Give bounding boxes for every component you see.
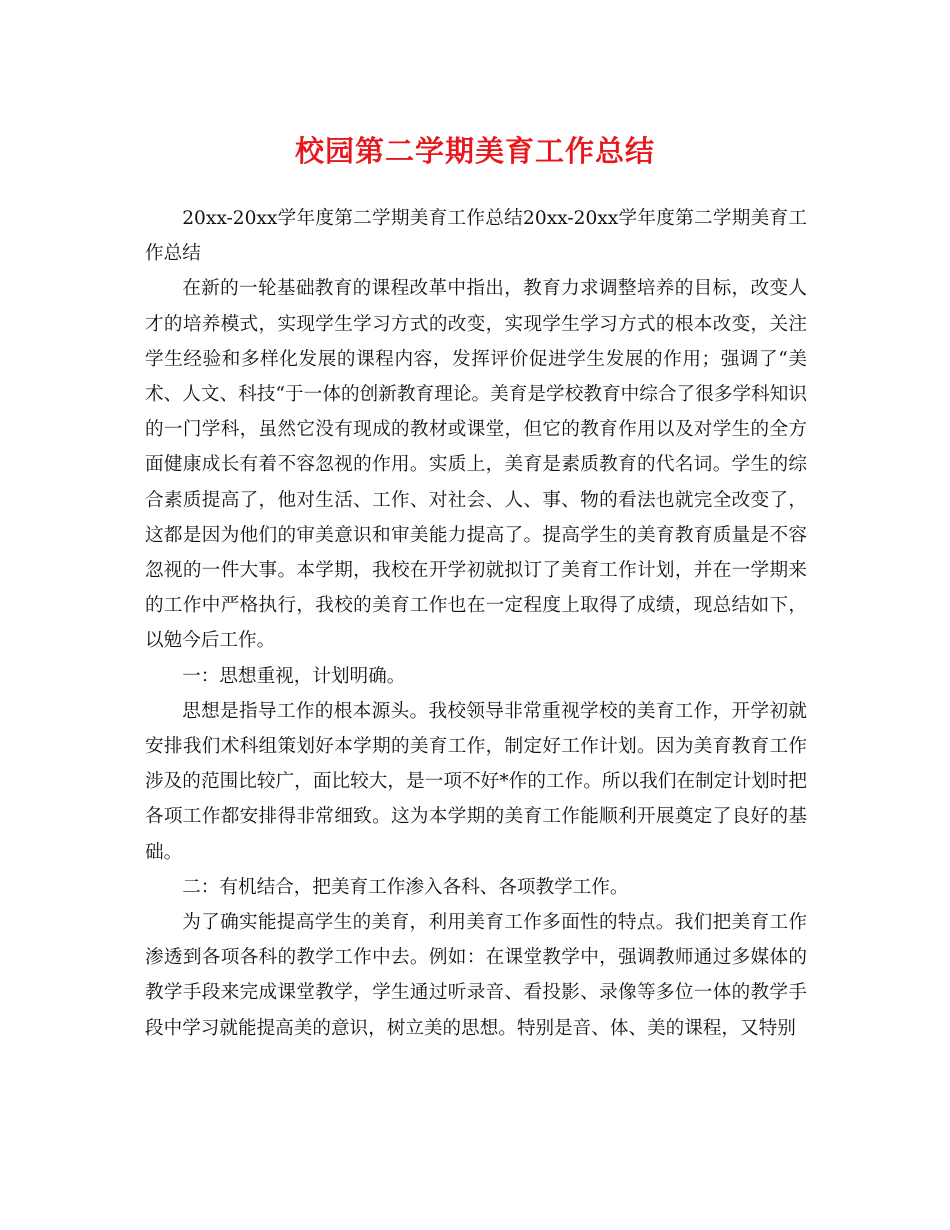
paragraph-introduction: 在新的一轮基础教育的课程改革中指出，教育力求调整培养的目标，改变人才的培养模式，实现学生学习方式的改变，实现学生学习方式的根本改变，关注学生经验和多样化发展的课程内容，发挥评价促进学生发展的作用；强调了“美术、人文、科技“于一体的创新教育理论。美育是学校教育中综合了很多学科知识的一门学科，虽然它没有现成的教材或课堂，但它的教育作用以及对学生的全方面健康成长有着不容忽视的作用。实质上，美育是素质教育的代名词。学生的综合素质提高了，他对生活、工作、对社会、人、事、物的看法也就完全改变了，这都是因为他们的审美意识和审美能力提高了。提高学生的美育教育质量是不容忽视的一件大事。本学期，我校在开学初就拟订了美育工作计划，并在一学期来的工作中严格执行，我校的美育工作也在一定程度上取得了成绩，现总结如下，以勉今后工作。 [145, 278, 807, 652]
section-heading-2: 二：有机结合，把美育工作渗入各科、各项教学工作。 [182, 876, 629, 898]
paragraph-section-2: 为了确实能提高学生的美育，利用美育工作多面性的特点。我们把美育工作渗透到各项各科的教学工作中去。例如：在课堂教学中，强调教师通过多媒体的教学手段来完成课堂教学，学生通过听录音、看投影、录像等多位一体的教学手段中学习就能提高美的意识，树立美的思想。特别是音、体、美的课程，又特别 [145, 912, 807, 1039]
document-body [145, 201, 807, 1046]
document-title: 校园第二学期美育工作总结 [294, 134, 655, 168]
paragraph-heading-line: 20xx-20xx学年度第二学期美育工作总结20xx-20xx学年度第二学期美育工作总结 [145, 208, 807, 265]
paragraph-section-1: 思想是指导工作的根本源头。我校领导非常重视学校的美育工作，开学初就安排我们术科组策划好本学期的美育工作，制定好工作计划。因为美育教育工作涉及的范围比较广，面比较大，是一项不好*作的工作。所以我们在制定计划时把各项工作都安排得非常细致。这为本学期的美育工作能顺利开展奠定了良好的基础。 [145, 700, 807, 863]
section-heading-1: 一：思想重视，计划明确。 [182, 665, 406, 687]
